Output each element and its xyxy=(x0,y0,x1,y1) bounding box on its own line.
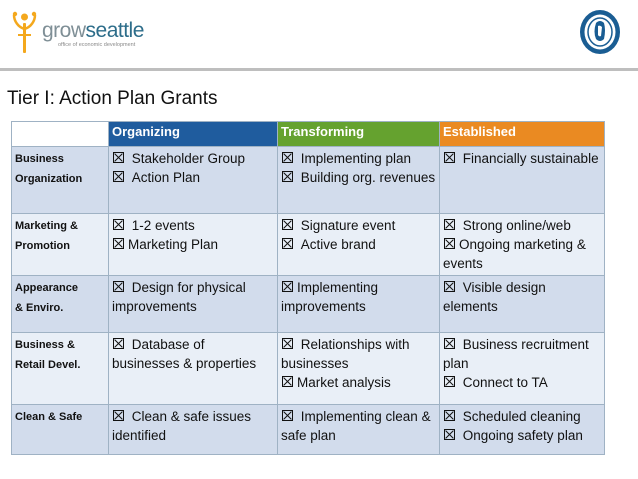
city-seal-icon xyxy=(578,8,622,56)
checked-box-icon xyxy=(444,338,455,349)
table-cell xyxy=(440,276,605,333)
logo-wordmark xyxy=(42,20,144,42)
table-cell xyxy=(109,214,278,276)
row-label xyxy=(12,147,109,214)
header-divider xyxy=(0,68,638,71)
list-item xyxy=(443,335,601,373)
text-label: seattle xyxy=(85,18,144,42)
table-cell xyxy=(278,405,440,455)
action-plan-table xyxy=(11,121,605,455)
list-item xyxy=(281,278,436,316)
checked-box-icon xyxy=(444,238,455,249)
row-label xyxy=(12,333,109,405)
text-label: Organization xyxy=(15,173,83,185)
list-item xyxy=(112,168,274,187)
growseattle-mark-icon xyxy=(10,11,40,57)
text-label: Business xyxy=(15,153,64,165)
text-label: Implementing clean & safe plan xyxy=(281,409,431,443)
checked-box-icon xyxy=(282,171,293,182)
list-item xyxy=(443,216,601,235)
checked-box-icon xyxy=(113,410,124,421)
logo-tagline: office of economic development xyxy=(58,41,136,48)
checked-box-icon xyxy=(282,376,293,387)
row-label xyxy=(12,405,109,455)
list-item xyxy=(443,373,601,392)
checked-box-icon xyxy=(282,219,293,230)
checked-box-icon xyxy=(444,410,455,421)
text-label: Marketing & xyxy=(15,220,78,232)
text-label: Strong online/web xyxy=(459,218,571,233)
table-row-clean-safe xyxy=(12,405,605,455)
text-label: Signature event xyxy=(297,218,396,233)
list-item xyxy=(112,235,274,254)
list-item xyxy=(281,373,436,392)
table-row-appearance-enviro xyxy=(12,276,605,333)
list-item xyxy=(112,407,274,445)
row-label xyxy=(12,214,109,276)
list-item xyxy=(281,407,436,445)
table-row-business-retail xyxy=(12,333,605,405)
list-item xyxy=(281,235,436,254)
text-label: Visible design elements xyxy=(443,280,546,314)
text-label: Scheduled cleaning xyxy=(459,409,581,424)
checked-box-icon xyxy=(113,238,124,249)
row-label xyxy=(12,276,109,333)
text-label: Marketing Plan xyxy=(128,237,219,252)
table-cell xyxy=(440,405,605,455)
text-label: Promotion xyxy=(15,240,70,252)
list-item xyxy=(281,216,436,235)
checked-box-icon xyxy=(444,152,455,163)
checked-box-icon xyxy=(444,219,455,230)
text-label: Stakeholder Group xyxy=(128,151,246,166)
list-item xyxy=(443,407,601,426)
page-title: Tier I: Action Plan Grants xyxy=(7,88,218,109)
text-label: 1-2 events xyxy=(128,218,195,233)
list-item xyxy=(443,278,601,316)
text-label: Business & xyxy=(15,339,75,351)
table-cell xyxy=(109,147,278,214)
table-cell xyxy=(109,276,278,333)
checked-box-icon xyxy=(282,238,293,249)
checked-box-icon xyxy=(444,281,455,292)
column-header-transforming: Transforming xyxy=(278,122,440,147)
table-cell xyxy=(440,333,605,405)
text-label: Active brand xyxy=(297,237,376,252)
list-item xyxy=(281,335,436,373)
checked-box-icon xyxy=(282,338,293,349)
text-label: Appearance xyxy=(15,282,78,294)
text-label: Design for physical improvements xyxy=(112,280,246,314)
text-label: Database of businesses & properties xyxy=(112,337,257,371)
list-item xyxy=(112,278,274,316)
table-cell xyxy=(278,276,440,333)
table-cell xyxy=(440,214,605,276)
text-label: Ongoing marketing & events xyxy=(443,237,586,271)
list-item xyxy=(112,149,274,168)
checked-box-icon xyxy=(444,376,455,387)
text-label: & Enviro. xyxy=(15,302,64,314)
text-label: Retail Devel. xyxy=(15,359,81,371)
list-item xyxy=(281,168,436,187)
checked-box-icon xyxy=(444,429,455,440)
table-cell xyxy=(109,405,278,455)
text-label: Business recruitment plan xyxy=(443,337,589,371)
checked-box-icon xyxy=(282,281,293,292)
checked-box-icon xyxy=(113,281,124,292)
text-label: Connect to TA xyxy=(459,375,548,390)
table-header-row xyxy=(12,122,605,147)
table-cell xyxy=(278,214,440,276)
column-header-blank xyxy=(12,122,109,147)
checked-box-icon xyxy=(282,152,293,163)
table-cell xyxy=(278,333,440,405)
checked-box-icon xyxy=(113,152,124,163)
table-row-business-organization xyxy=(12,147,605,214)
column-header-organizing: Organizing xyxy=(109,122,278,147)
checked-box-icon xyxy=(113,338,124,349)
table-cell xyxy=(440,147,605,214)
list-item xyxy=(443,149,601,168)
column-header-established: Established xyxy=(440,122,605,147)
checked-box-icon xyxy=(282,410,293,421)
text-label: Market analysis xyxy=(297,375,391,390)
text-label: Action Plan xyxy=(128,170,201,185)
list-item xyxy=(443,235,601,273)
text-label: Financially sustainable xyxy=(459,151,599,166)
text-label: grow xyxy=(42,18,86,42)
table-row-marketing-promotion xyxy=(12,214,605,276)
list-item xyxy=(281,149,436,168)
text-label: Implementing improvements xyxy=(281,280,379,314)
text-label: Clean & Safe xyxy=(15,411,83,423)
list-item xyxy=(112,335,274,373)
text-label: Implementing plan xyxy=(297,151,412,166)
list-item xyxy=(443,426,601,445)
checked-box-icon xyxy=(113,219,124,230)
checked-box-icon xyxy=(113,171,124,182)
text-label: Clean & safe issues identified xyxy=(112,409,252,443)
text-label: Relationships with businesses xyxy=(281,337,410,371)
growseattle-logo xyxy=(10,10,144,58)
table-cell xyxy=(109,333,278,405)
list-item xyxy=(112,216,274,235)
text-label: Ongoing safety plan xyxy=(459,428,583,443)
text-label: Building org. revenues xyxy=(297,170,436,185)
table-cell xyxy=(278,147,440,214)
